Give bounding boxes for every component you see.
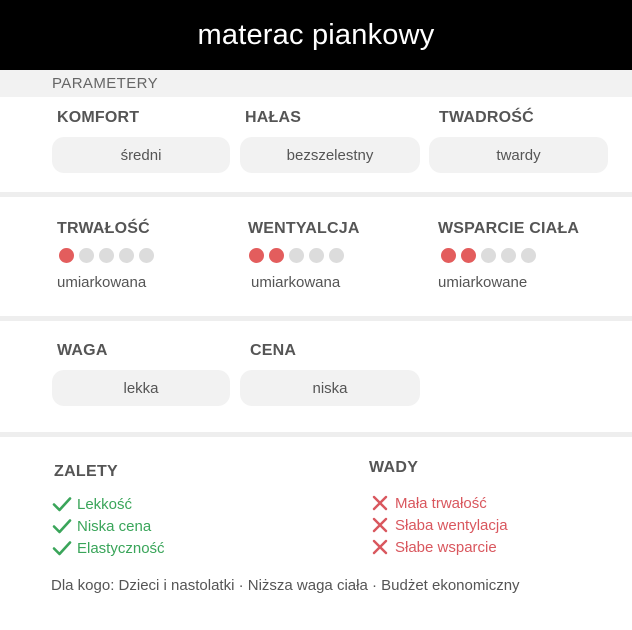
pros-list bbox=[52, 495, 165, 557]
rating-dot-empty bbox=[99, 248, 114, 263]
pros-title: ZALETY bbox=[54, 463, 119, 480]
rating-dot-filled bbox=[249, 248, 264, 263]
pro-item-label: Elastyczność bbox=[77, 539, 165, 557]
pro-item bbox=[52, 517, 165, 535]
pro-item-label: Lekkość bbox=[77, 495, 133, 513]
rating-dot-empty bbox=[501, 248, 516, 263]
pro-item bbox=[52, 539, 165, 557]
rating-text-wsparcie: umiarkowane bbox=[438, 274, 528, 291]
param-value-twardosc: twardy bbox=[429, 137, 608, 173]
check-icon bbox=[52, 495, 72, 513]
rating-dot-empty bbox=[329, 248, 344, 263]
param-value-halas: bezszelestny bbox=[240, 137, 420, 173]
con-item bbox=[370, 516, 508, 534]
header bbox=[0, 0, 632, 70]
rating-dot-empty bbox=[309, 248, 324, 263]
rating-text-trwalosc: umiarkowana bbox=[57, 274, 147, 291]
divider bbox=[0, 192, 632, 197]
con-item-label: Słabe wsparcie bbox=[395, 538, 497, 556]
rating-dot-filled bbox=[269, 248, 284, 263]
rating-text-wentylacja: umiarkowana bbox=[251, 274, 341, 291]
rating-dot-empty bbox=[119, 248, 134, 263]
pro-item bbox=[52, 495, 165, 513]
cross-icon bbox=[370, 494, 390, 512]
rating-dots-trwalosc bbox=[59, 248, 154, 263]
cons-title: WADY bbox=[369, 459, 419, 476]
param-label-cena: CENA bbox=[250, 342, 297, 359]
rating-dots-wentylacja bbox=[249, 248, 344, 263]
pro-item-label: Niska cena bbox=[77, 517, 152, 535]
param-label-halas: HAŁAS bbox=[245, 109, 302, 126]
rating-dot-filled bbox=[59, 248, 74, 263]
rating-dot-filled bbox=[441, 248, 456, 263]
param-label-komfort: KOMFORT bbox=[57, 109, 140, 126]
param-value-komfort: średni bbox=[52, 137, 230, 173]
param-label-twardosc: TWADROŚĆ bbox=[439, 109, 534, 126]
rating-dot-empty bbox=[79, 248, 94, 263]
param-label-waga: WAGA bbox=[57, 342, 108, 359]
rating-label-wentylacja: WENTYALCJA bbox=[248, 220, 360, 237]
divider bbox=[0, 316, 632, 321]
divider bbox=[0, 432, 632, 437]
parameters-bar bbox=[0, 70, 632, 97]
cross-icon bbox=[370, 516, 390, 534]
param-value-cena: niska bbox=[240, 370, 420, 406]
rating-dot-empty bbox=[289, 248, 304, 263]
rating-label-trwalosc: TRWAŁOŚĆ bbox=[57, 220, 150, 237]
con-item bbox=[370, 538, 508, 556]
page-title: materac piankowy bbox=[197, 18, 435, 51]
con-item-label: Słaba wentylacja bbox=[395, 516, 508, 534]
rating-dot-filled bbox=[461, 248, 476, 263]
target-audience: Dla kogo: Dzieci i nastolatki · Niższa waga ciała · Budżet ekonomiczny bbox=[51, 577, 520, 594]
param-value-waga: lekka bbox=[52, 370, 230, 406]
cross-icon bbox=[370, 538, 390, 556]
con-item bbox=[370, 494, 508, 512]
parameters-label: PARAMETERY bbox=[52, 75, 158, 92]
rating-dot-empty bbox=[139, 248, 154, 263]
check-icon bbox=[52, 517, 72, 535]
rating-dot-empty bbox=[481, 248, 496, 263]
rating-label-wsparcie: WSPARCIE CIAŁA bbox=[438, 220, 580, 237]
cons-list bbox=[370, 494, 508, 556]
rating-dot-empty bbox=[521, 248, 536, 263]
rating-dots-wsparcie bbox=[441, 248, 536, 263]
con-item-label: Mała trwałość bbox=[395, 494, 487, 512]
check-icon bbox=[52, 539, 72, 557]
